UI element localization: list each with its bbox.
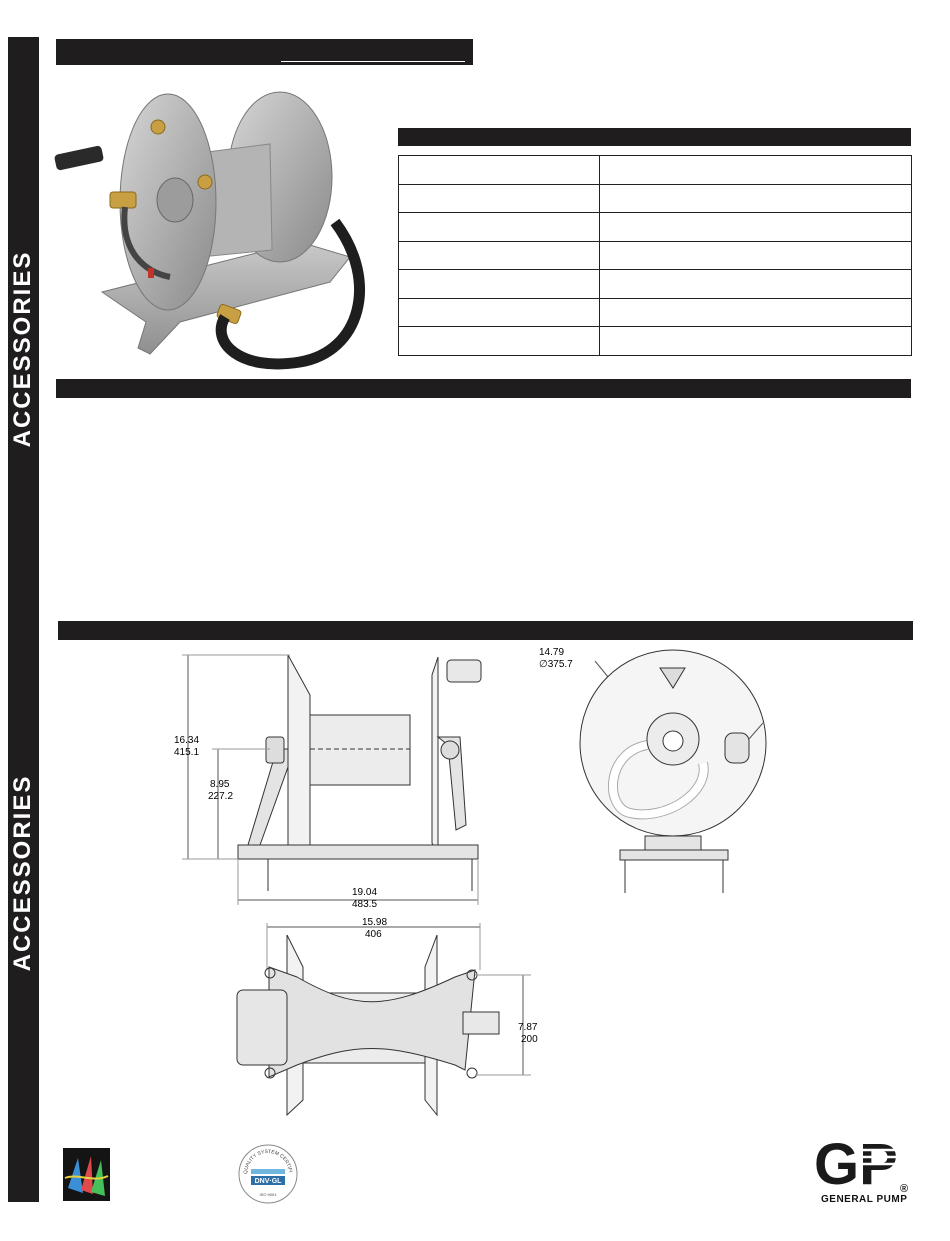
dnv-gl-badge [237,1143,299,1205]
disc-mm-label: ∅375.7 [539,659,573,670]
spec-value-cell [600,327,912,356]
dnv-brand-text: DNV·GL [254,1178,282,1185]
disc-in-label: 14.79 [539,647,565,658]
base-mm-label: 200 [521,1034,538,1045]
title-bar [56,39,473,65]
spec-table [398,155,912,356]
sidebar-label-bottom: ACCESSORIES [9,774,36,972]
spec-label-cell [399,184,600,213]
height-mm-label: 415.1 [174,747,200,758]
width-mm-label: 406 [365,929,382,940]
spec-value-cell [600,156,912,185]
spec-label-cell [399,270,600,299]
description-header-bar [56,379,911,398]
spec-value-cell [600,184,912,213]
spec-row [399,241,912,270]
end-view-drawing [535,643,795,903]
spec-label-cell [399,327,600,356]
spec-label-cell [399,298,600,327]
spec-value-cell [600,213,912,242]
gp-mark: GP [814,1132,898,1197]
sidebar-band [8,37,39,1202]
spec-row [399,270,912,299]
spec-label-cell [399,241,600,270]
spec-row [399,298,912,327]
axle-mm-label: 227.2 [208,791,234,802]
hose-reel-photo [50,82,385,380]
base-in-label: 7.87 [518,1022,538,1033]
side-view-drawing [160,645,490,915]
sidebar-label-top: ACCESSORIES [9,250,36,448]
dnv-standard-text: ISO 9001 [259,1192,277,1197]
spec-row [399,156,912,185]
registered-mark: ® [900,1183,909,1195]
spec-row [399,213,912,242]
spec-value-cell [600,270,912,299]
general-pump-name: GENERAL PUMP [821,1194,908,1205]
spec-label-cell [399,213,600,242]
title-underline [281,61,465,62]
spec-row [399,327,912,356]
dimensions-header-bar [58,621,913,640]
spec-row [399,184,912,213]
height-in-label: 16.34 [174,735,200,746]
spec-label-cell [399,156,600,185]
length-mm-label: 483.5 [352,899,378,910]
certification-logo [63,1148,110,1201]
dnv-ring-text: QUALITY SYSTEM CERTIFI [242,1148,293,1175]
width-in-label: 15.98 [362,917,388,928]
axle-in-label: 8.95 [210,779,230,790]
spec-header-bar [398,128,911,146]
top-view-drawing [225,915,560,1125]
spec-value-cell [600,241,912,270]
spec-value-cell [600,298,912,327]
length-in-label: 19.04 [352,887,378,898]
